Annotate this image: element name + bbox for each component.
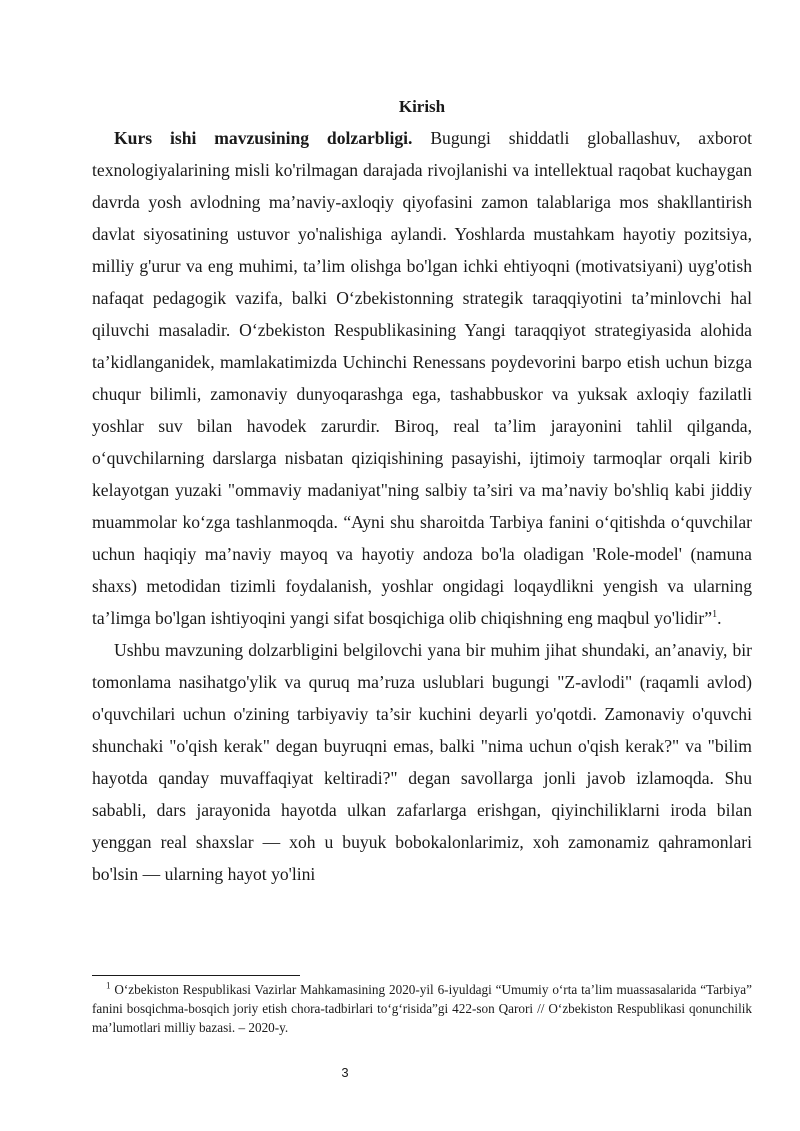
footnote-marker: 1 [106, 980, 111, 991]
footnote-reference[interactable]: 1 [712, 609, 718, 621]
footnote-text: O‘zbekiston Respublikasi Vazirlar Mahkamasining 2020-yil 6-iyuldagi “Umumiy o‘rta ta’lim muassasalarida “Tarbiya” fanini bosqichma-bosqich joriy etish chora-tadbirlari to‘g‘risida”gi 422-son Qarori // O‘zbekiston Respublikasi qonunchilik ma’lumotlari milliy bazasi. – 2020-y. [92, 982, 752, 1035]
paragraph-relevance [92, 122, 752, 634]
page-number: 3 [341, 1065, 349, 1080]
paragraph-second: Ushbu mavzuning dolzarbligini belgilovchi yana bir muhim jihat shundaki, an’anaviy, bir tomonlama nasihatgo'ylik va quruq ma’ruza uslublari bugungi "Z-avlodi" (raqamli avlod) o'quvchilari uchun o'zining tarbiyaviy ta’sir kuchini deyarli yo'qotdi. Zamonaviy o'quvchi shunchaki "o'qish kerak" degan buyruqni emas, balki "nima uchun o'qish kerak?" va "bilim hayotda qanday muvaffaqiyat keltiradi?" degan savollarga jonli javob izlamoqda. Shu sababli, dars jarayonida hayotda ulkan zafarlarga erishgan, qiyinchiliklarni iroda bilan yenggan real shaxslar — xoh u buyuk bobokalonlarimiz, xoh zamonamiz qahramonlari bo'lsin — ularning hayot yo'lini [92, 640, 752, 884]
paragraph-lead: Kurs ishi mavzusining dolzarbligi. [114, 128, 413, 148]
section-heading: Kirish [398, 97, 446, 116]
footnote [92, 980, 752, 1037]
footnote-divider [92, 975, 300, 976]
paragraph-body: Bugungi shiddatli globallashuv, axborot texnologiyalarining misli ko'rilmagan darajada rivojlanishi va intellektual raqobat kuchaygan davrda yosh avlodning ma’naviy-axloqiy qiyofasini zamon talablariga mos shakllantirish davlat siyosatining ustuvor yo'nalishiga aylandi. Yoshlarda mustahkam hayotiy pozitsiya, milliy g'urur va eng muhimi, ta’lim olishga bo'lgan ichki ehtiyoqni (motivatsiyani) uyg'otish nafaqat pedagogik vazifa, balki O‘zbekistonning strategik taraqqiyotini ta’minlovchi hal qiluvchi masaladir. O‘zbekiston Respublikasining Yangi taraqqiyot strategiyasida alohida ta’kidlanganidek, mamlakatimizda Uchinchi Renessans poydevorini barpo etish uchun bizga chuqur bilimli, zamonaviy dunyoqarashga ega, tashabbuskor va yuksak axloqiy fazilatli yoshlar suv bilan havodek zarurdir. Biroq, real ta’lim jarayonini tahlil qilganda, o‘quvchilarning darslarga nisbatan qiziqishining pasayishi, ijtimoiy tarmoqlar orqali kirib kelayotgan yuzaki "ommaviy madaniyat"ning salbiy ta’siri va ma’naviy bo'shliq kabi jiddiy muammolar ko‘zga tashlanmoqda. “Ayni shu sharoitda Tarbiya fanini o‘qitishda o‘quvchilar uchun haqiqiy ma’naviy mayoq va hayotiy andoza bo'la oladigan 'Role-model' (namuna shaxs) metodidan tizimli foydalanish, yoshlar ongidagi loqaydlikni yengish va ularning ta’limga bo'lgan ishtiyoqini yangi sifat bosqichiga olib chiqishning eng maqbul yo'lidir” [92, 128, 752, 628]
document-page [92, 94, 752, 890]
paragraph-end: . [717, 608, 722, 628]
